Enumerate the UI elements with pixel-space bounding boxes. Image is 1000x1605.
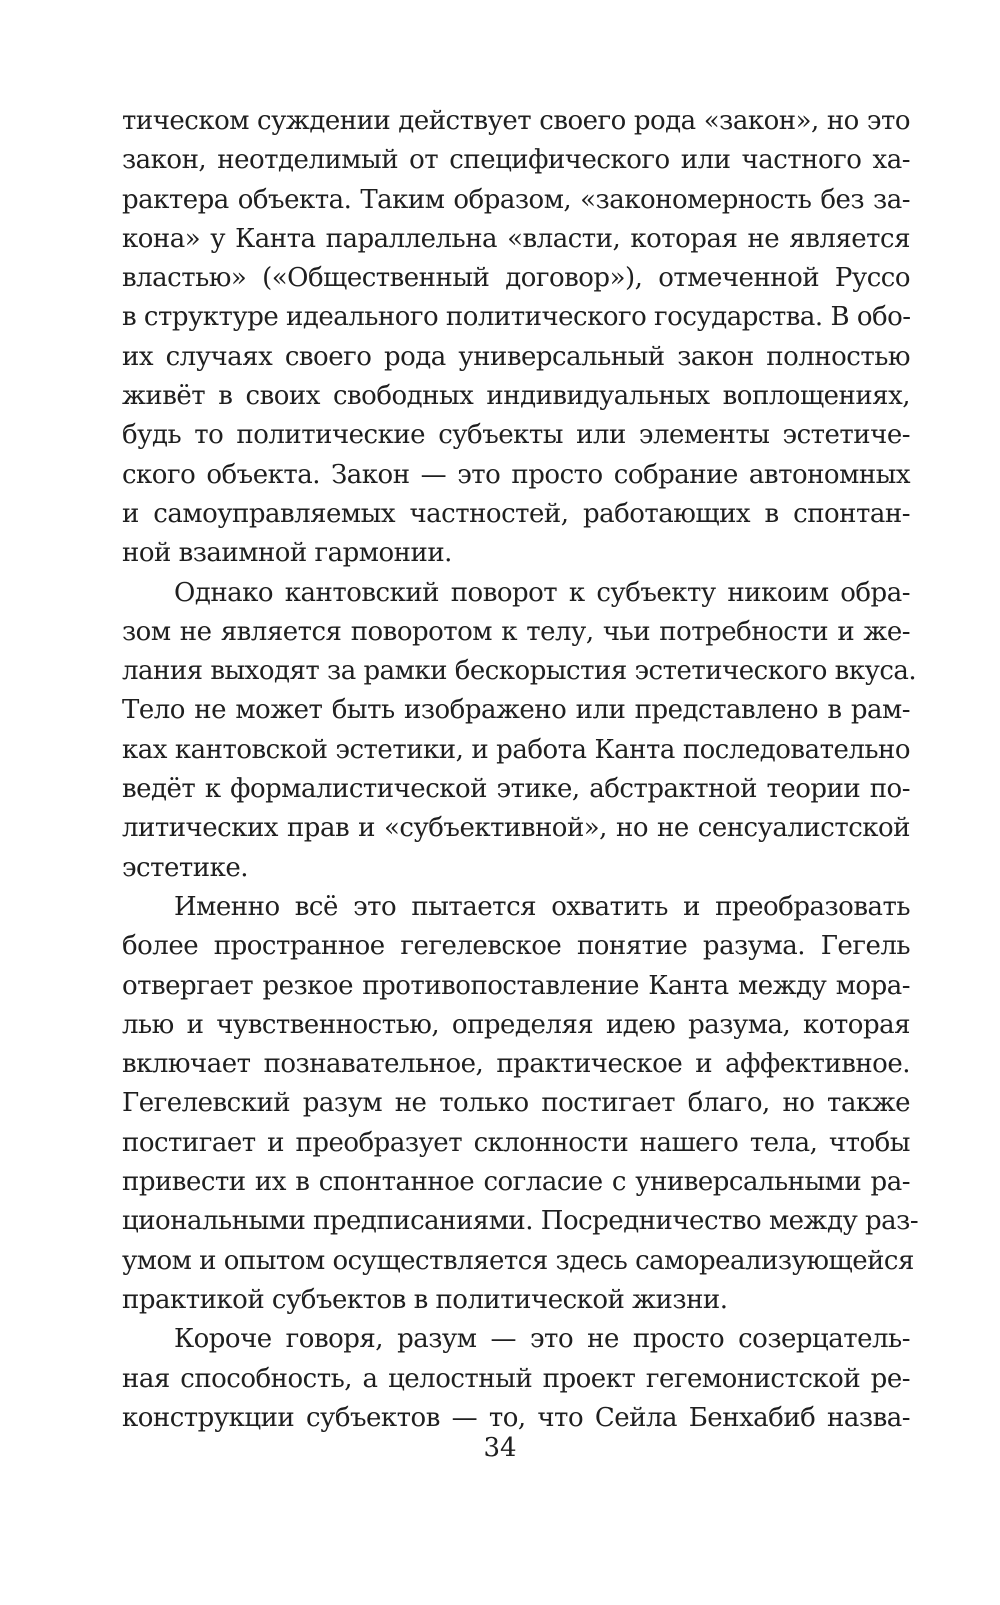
text-line: будь то политические субъекты или элементы эстетиче-: [122, 420, 910, 451]
text-line: тическом суждении действует своего рода «закон», но это: [122, 106, 910, 136]
text-line: отвергает резкое противопоставление Канта между мора-: [122, 970, 910, 1001]
text-line: включает познавательное, практическое и аффективное.: [122, 1049, 910, 1080]
text-line: их случаях своего рода универсальный закон полностью: [122, 341, 910, 372]
text-line: ского объекта. Закон — это просто собрание автономных: [122, 459, 910, 490]
text-line: лью и чувственностью, определяя идею разума, которая: [122, 1009, 910, 1040]
text-line: ках кантовской эстетики, и работа Канта последовательно: [122, 734, 910, 765]
text-line: конструкции субъектов — то, что Сейла Бенхабиб назва-: [122, 1402, 910, 1433]
text-line: ной взаимной гармонии.: [122, 538, 452, 569]
page-number: 34: [483, 1433, 517, 1463]
text-line: властью» («Общественный договор»), отмеченной Руссо: [122, 263, 910, 294]
text-line: Однако кантовский поворот к субъекту никоим обра-: [174, 577, 910, 608]
text-line: Гегелевский разум не только постигает благо, но также: [122, 1088, 910, 1119]
text-line: и самоуправляемых частностей, работающих в спонтан-: [122, 498, 910, 529]
text-line: в структуре идеального политического государства. В обо-: [122, 302, 911, 333]
text-line: ная способность, а целостный проект гегемонистской ре-: [122, 1363, 910, 1394]
text-line: практикой субъектов в политической жизни.: [122, 1284, 728, 1315]
text-line: зом не является поворотом к телу, чьи потребности и же-: [122, 616, 910, 647]
text-line: более пространное гегелевское понятие разума. Гегель: [122, 931, 910, 962]
text-line: рактера объекта. Таким образом, «закономерность без за-: [122, 184, 910, 215]
text-line: ведёт к формалистической этике, абстрактной теории по-: [122, 774, 910, 805]
text-line: эстетике.: [122, 852, 249, 883]
text-line: постигает и преобразует склонности нашего тела, чтобы: [122, 1127, 910, 1158]
text-line: живёт в своих свободных индивидуальных воплощениях,: [122, 381, 910, 412]
text-line: лания выходят за рамки бескорыстия эстетического вкуса.: [122, 656, 917, 687]
text-line: закон, неотделимый от специфического или частного ха-: [122, 145, 910, 176]
text-line: кона» у Канта параллельна «власти, которая не является: [122, 223, 910, 254]
body-text: [122, 102, 919, 1438]
text-line: Короче говоря, разум — это не просто созерцатель-: [174, 1324, 910, 1355]
text-line: умом и опытом осуществляется здесь самореализующейся: [122, 1245, 914, 1276]
text-line: привести их в спонтанное согласие с универсальными ра-: [122, 1167, 910, 1198]
text-line: литических прав и «субъективной», но не сенсуалистской: [122, 813, 910, 844]
text-line: Тело не может быть изображено или представлено в рам-: [122, 695, 910, 726]
text-line: циональными предписаниями. Посредничество между раз-: [122, 1206, 919, 1237]
text-line: Именно всё это пытается охватить и преобразовать: [174, 891, 910, 922]
